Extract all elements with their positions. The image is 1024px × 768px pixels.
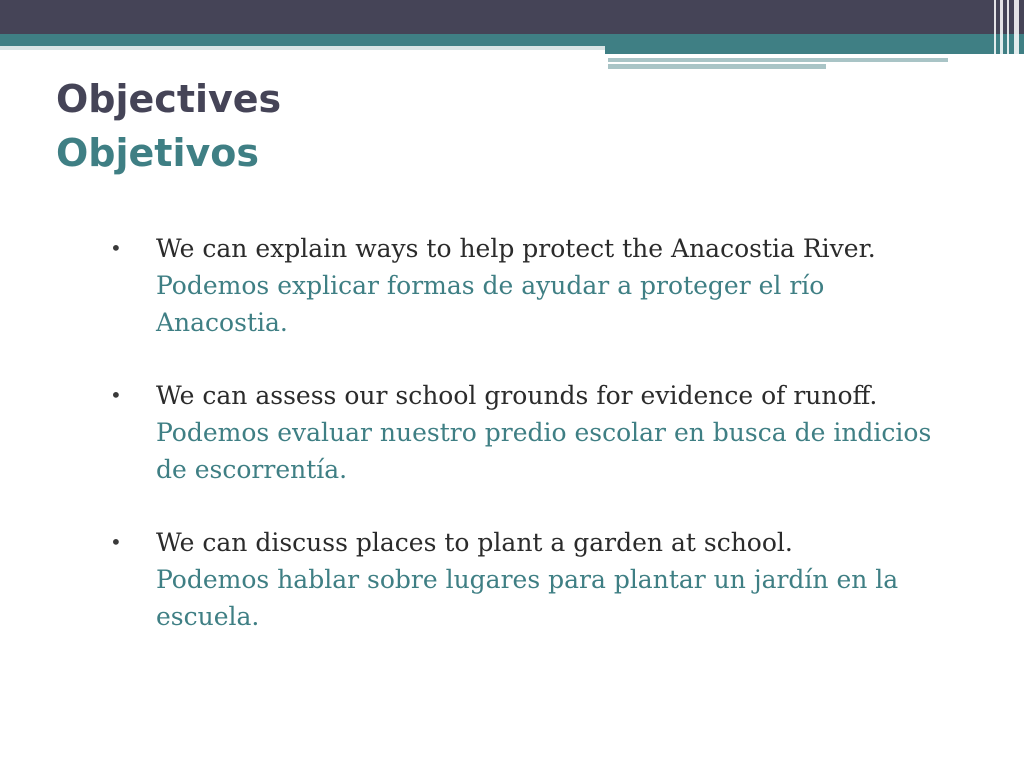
objectives-list — [110, 230, 960, 671]
objective-spanish: Podemos hablar sobre lugares para plantar un jardín en la escuela. — [156, 565, 899, 631]
slide-title — [56, 72, 281, 180]
title-spanish: Objetivos — [56, 131, 259, 175]
title-english: Objectives — [56, 77, 282, 121]
header-vertical-lines — [990, 0, 1024, 70]
header-light-stripe — [0, 46, 605, 50]
bullet-icon: • — [110, 530, 122, 554]
bullet-icon: • — [110, 383, 122, 407]
objective-english: We can assess our school grounds for evidence of runoff. — [156, 381, 878, 410]
objective-item — [110, 377, 960, 488]
header-teal-stripe — [605, 46, 1024, 54]
objective-spanish: Podemos explicar formas de ayudar a proteger el río Anacostia. — [156, 271, 825, 337]
objective-spanish: Podemos evaluar nuestro predio escolar en busca de indicios de escorrentía. — [156, 418, 932, 484]
bullet-icon: • — [110, 236, 122, 260]
header-pale-stripe — [608, 58, 948, 62]
objective-item — [110, 524, 960, 635]
header-teal-bar — [0, 34, 1024, 46]
header-dark-bar — [0, 0, 1024, 34]
objective-english: We can explain ways to help protect the Anacostia River. — [156, 234, 876, 263]
objective-english: We can discuss places to plant a garden at school. — [156, 528, 793, 557]
objective-item — [110, 230, 960, 341]
header-pale-stripe — [608, 64, 826, 69]
